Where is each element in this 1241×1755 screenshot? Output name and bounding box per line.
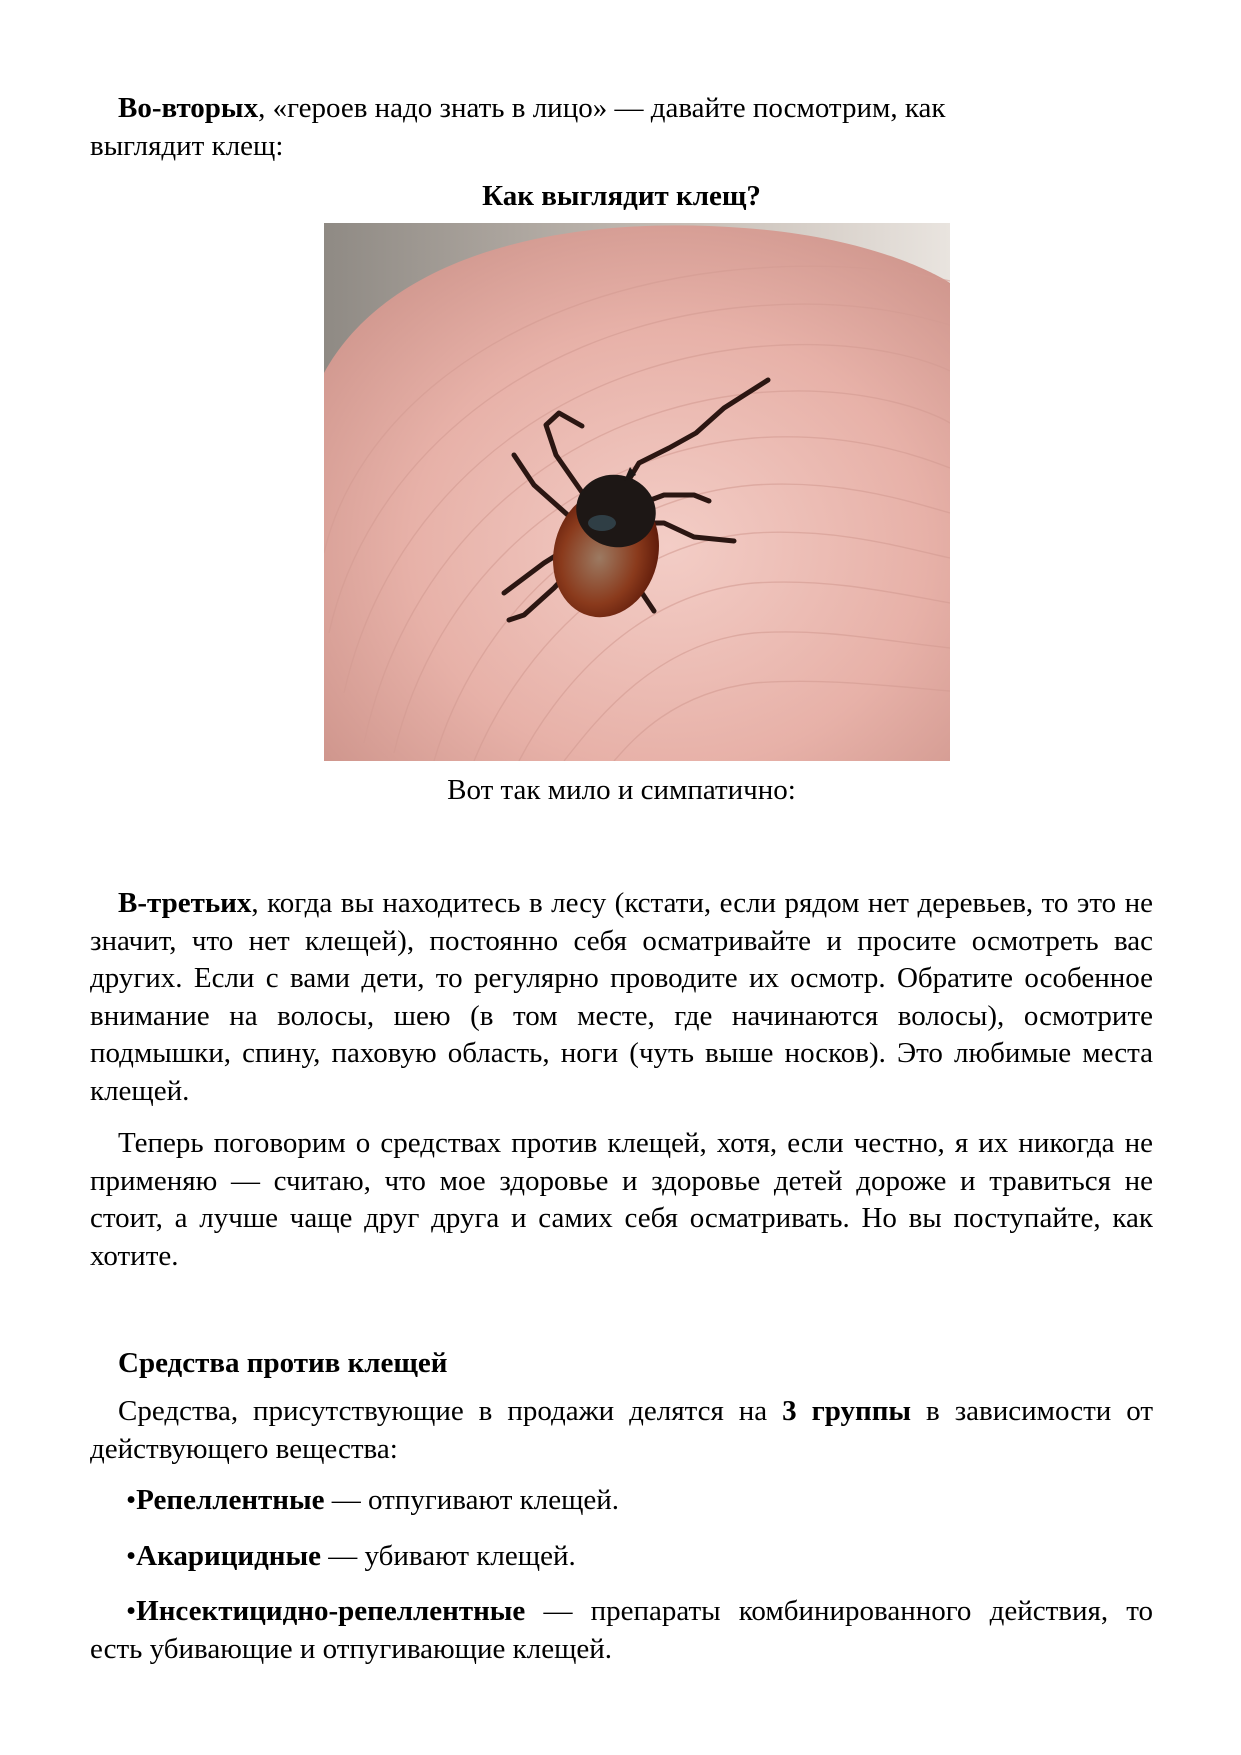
list-item-desc: — отпугивают клещей.: [324, 1484, 620, 1516]
section-intro-part1: Средства, присутствующие в продажи делятся на: [118, 1395, 768, 1427]
list-item-name: Репеллентные: [136, 1484, 325, 1516]
list-item-name: Акарицидные: [136, 1540, 322, 1572]
list-item-acaricide: [90, 1538, 1153, 1576]
list-item-desc: — убивают клещей.: [321, 1540, 576, 1572]
intro-line-2: выглядит клещ:: [90, 129, 284, 162]
bullet-icon: •: [126, 1595, 137, 1627]
tick-photo: [324, 223, 950, 761]
paragraph-third-lead: В-третьих: [118, 887, 252, 919]
section-intro: [90, 1393, 1153, 1468]
bullet-icon: •: [126, 1484, 137, 1516]
section-heading-text: Средства против клещей: [118, 1347, 448, 1379]
figure-title: [90, 178, 1153, 216]
intro-lead: Во-вторых: [118, 92, 259, 124]
bullet-icon: •: [126, 1540, 137, 1572]
list-item-desc: — препараты комбинированного действия, то есть убивающие и отпугивающие клещей.: [90, 1595, 1153, 1665]
intro-line-1: [90, 90, 1153, 128]
section-intro-bold: 3 группы: [782, 1395, 912, 1427]
list-item-name: Инсектицидно-репеллентные: [136, 1595, 526, 1627]
section-intro-part2: в зависимости от действующего вещества:: [90, 1395, 1154, 1465]
figure-caption: Вот так мило и симпатично:: [447, 774, 796, 806]
intro-paragraph: [90, 90, 1153, 165]
paragraph-third: [90, 885, 1153, 1110]
intro-line-1-text: , «героев надо знать в лицо» — давайте посмотрим, как: [258, 92, 946, 124]
section-heading: [90, 1345, 1153, 1383]
list-item-repellent: [90, 1482, 1153, 1520]
paragraph-repellents: Теперь поговорим о средствах против клещей, хотя, если честно, я их никогда не применяю — считаю, что мое здоровье и здоровье детей дороже и травиться не стоит, а лучше чаще друг друга и самих себя осматривать. Но вы поступайте, как хотите.: [90, 1127, 1153, 1272]
figure-title-text: Как выглядит клещ?: [482, 180, 761, 212]
list-item-combined: [90, 1593, 1153, 1668]
paragraph-third-text: , когда вы находитесь в лесу (кстати, если рядом нет деревьев, то это не значит, что нет клещей), постоянно себя осматривайте и просите осмотреть вас других. Если с вами дети, то регулярно проводите их осмотр. Обратите особенное внимание на волосы, шею (в том месте, где начинаются волосы), осмотрите подмышки, спину, паховую область, ноги (чуть выше носков). Это любимые места клещей.: [90, 887, 1153, 1107]
